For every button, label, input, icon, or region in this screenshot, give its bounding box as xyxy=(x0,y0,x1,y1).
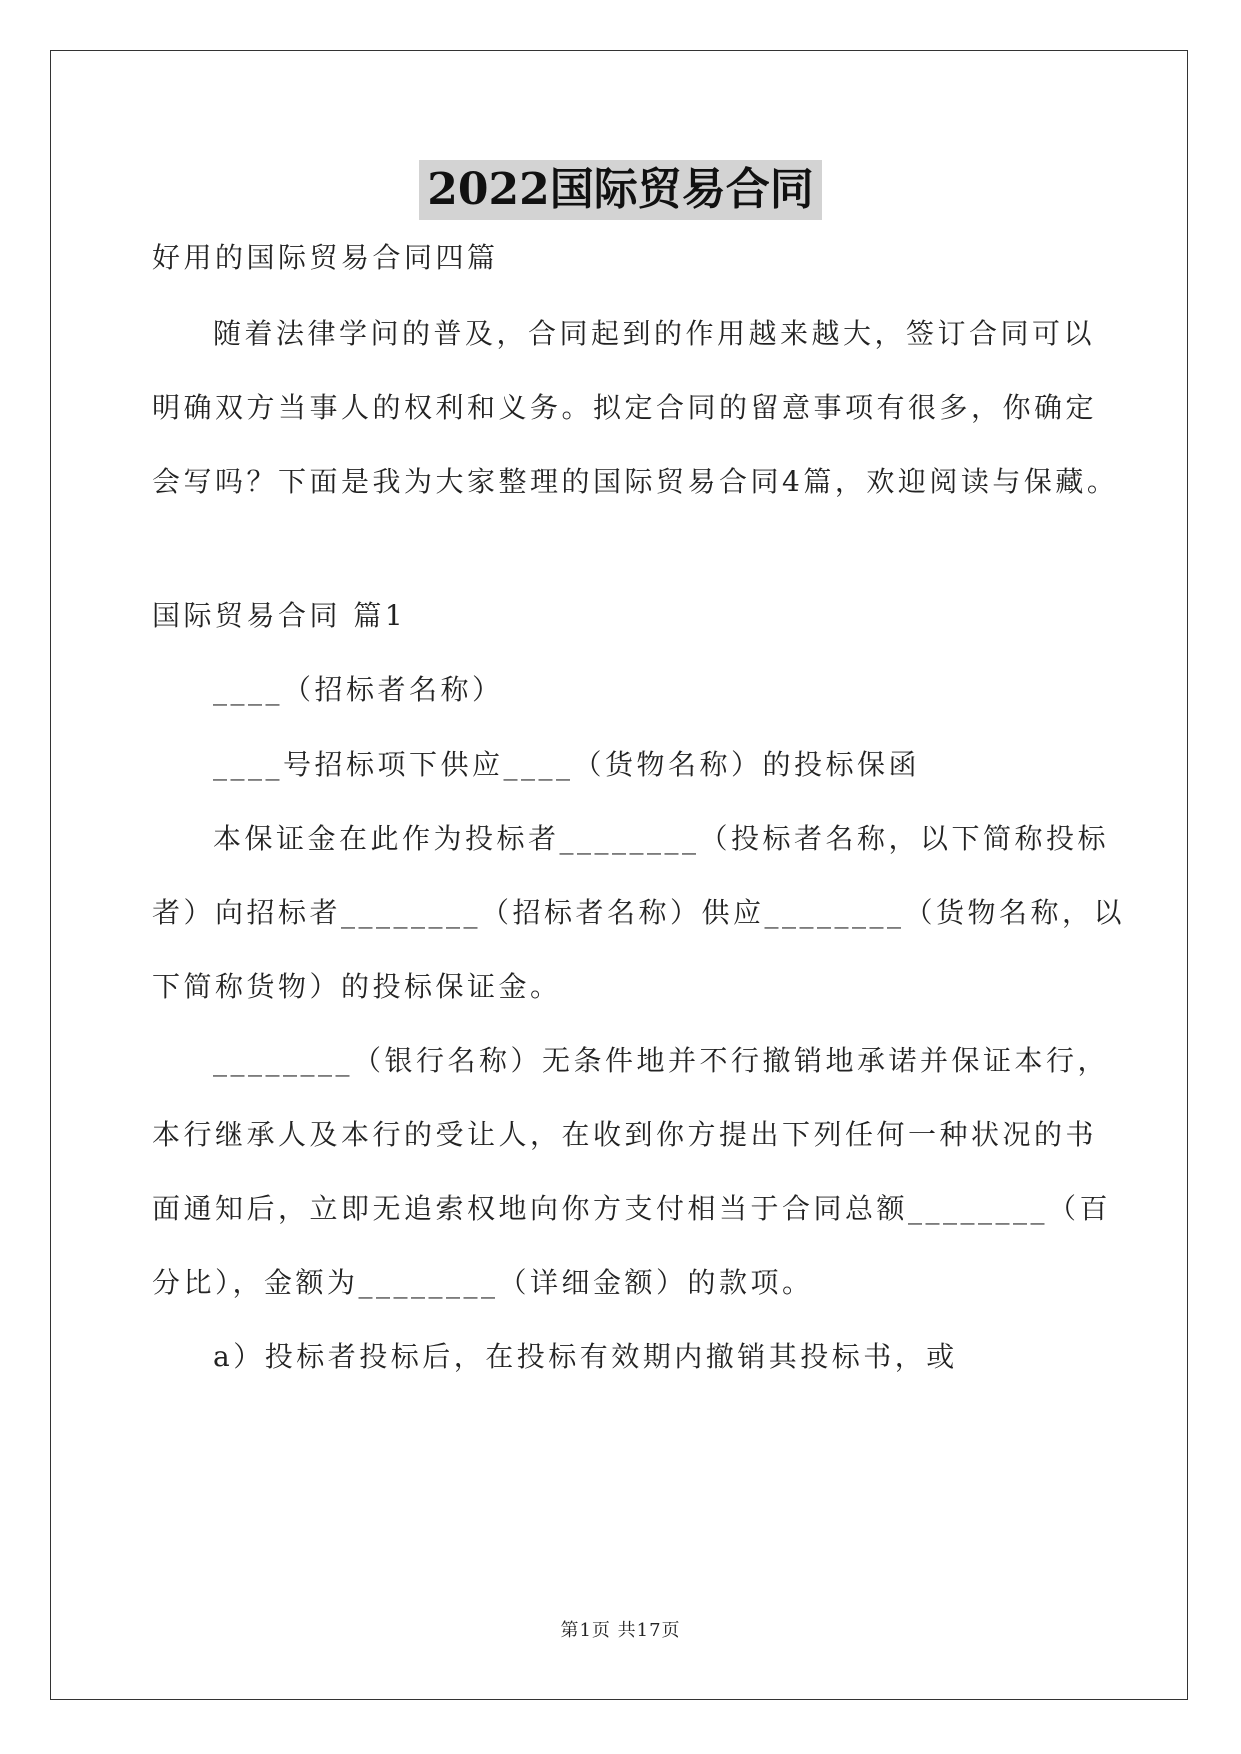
intro-line-2: 明确双方当事人的权利和义务。拟定合同的留意事项有很多，你确定 xyxy=(152,391,1098,424)
body-line-10: a）投标者投标后，在投标有效期内撤销其投标书，或 xyxy=(213,1340,958,1373)
body-line-8: 面通知后，立即无追索权地向你方支付相当于合同总额________（百 xyxy=(152,1192,1112,1225)
intro-line-1: 随着法律学问的普及，合同起到的作用越来越大，签订合同可以 xyxy=(213,317,1096,350)
intro-line-3: 会写吗？下面是我为大家整理的国际贸易合同4篇，欢迎阅读与保藏。 xyxy=(152,465,1119,498)
body-line-6: ________（银行名称）无条件地并不行撤销地承诺并保证本行， xyxy=(213,1044,1110,1077)
title-container xyxy=(0,160,1241,220)
section-heading: 国际贸易合同 篇1 xyxy=(152,599,407,632)
document-title: 2022国际贸易合同 xyxy=(419,160,821,220)
body-line-1: ____（招标者名称） xyxy=(213,673,504,706)
body-line-5: 下简称货物）的投标保证金。 xyxy=(152,970,562,1003)
page-border xyxy=(50,50,1188,1700)
document-subtitle: 好用的国际贸易合同四篇 xyxy=(152,241,499,274)
body-line-9: 分比），金额为________（详细金额）的款项。 xyxy=(152,1266,814,1299)
body-line-2: ____号招标项下供应____（货物名称）的投标保函 xyxy=(213,748,921,781)
body-line-7: 本行继承人及本行的受让人，在收到你方提出下列任何一种状况的书 xyxy=(152,1118,1098,1151)
body-line-3: 本保证金在此作为投标者________（投标者名称，以下简称投标 xyxy=(213,822,1110,855)
page-footer: 第1页 共17页 xyxy=(560,1620,681,1641)
body-line-4: 者）向招标者________（招标者名称）供应________（货物名称，以 xyxy=(152,896,1126,929)
